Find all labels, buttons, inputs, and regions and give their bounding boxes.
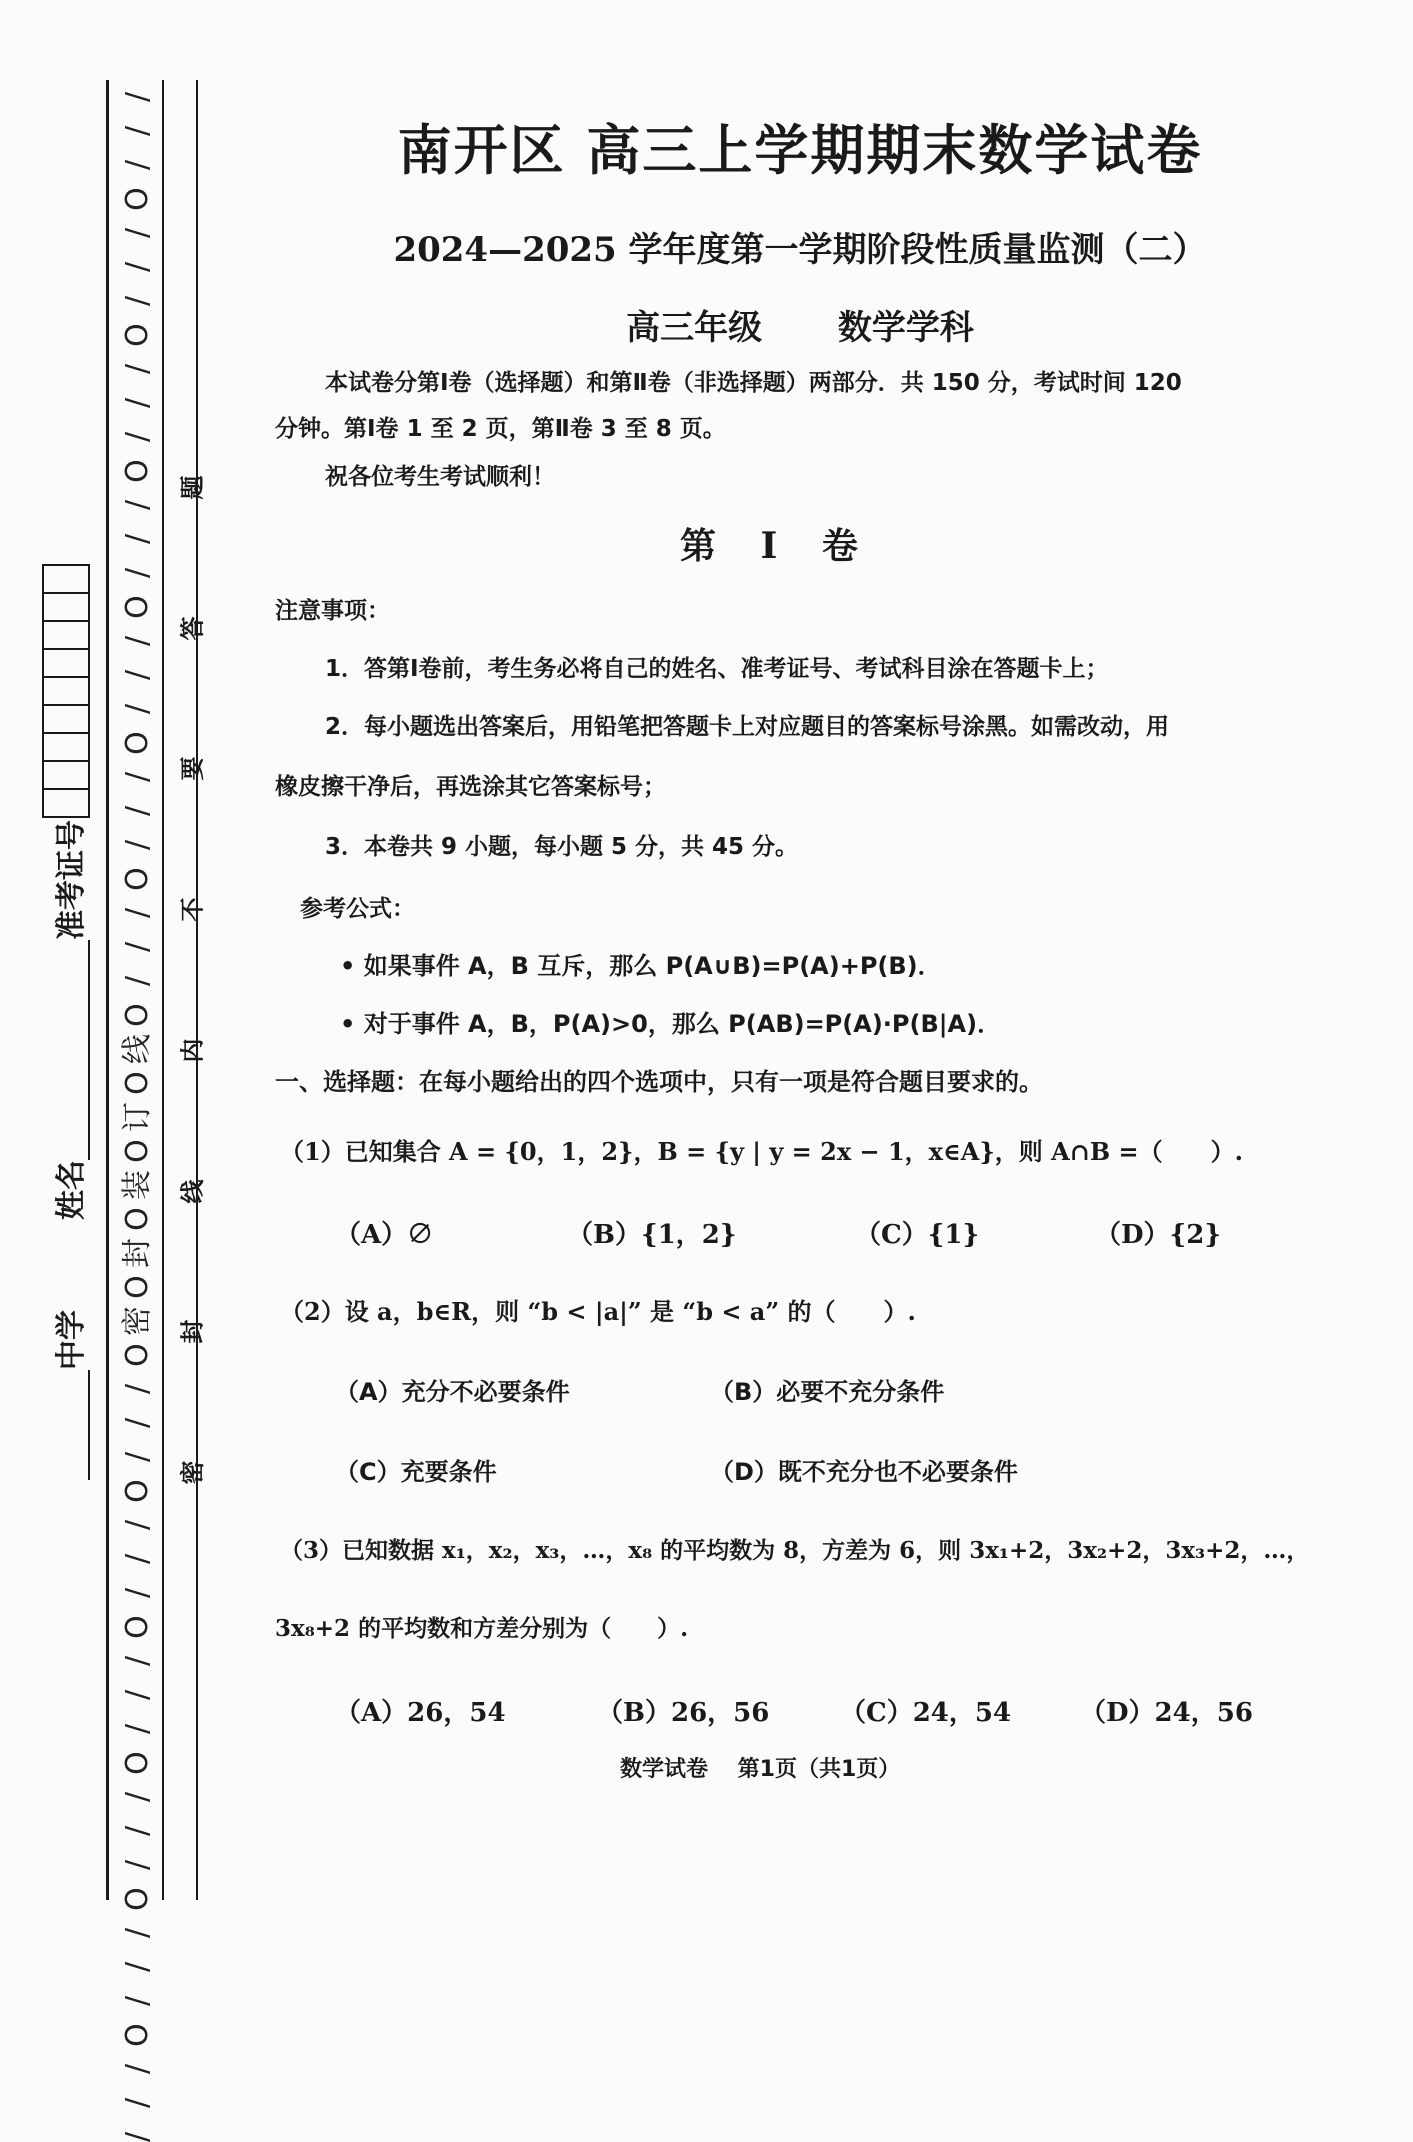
seal-mark: O <box>120 187 155 211</box>
question-1-stem: （1）已知集合 A = {0，1，2}，B = {y | y = 2x − 1，x∈A}，则 A∩B =（ ）. <box>280 1137 1243 1166</box>
q3-option-a[interactable]: （A）26，54 <box>335 1698 506 1728</box>
q3-option-d[interactable]: （D）24，56 <box>1080 1698 1253 1728</box>
seal-mark: O <box>120 731 155 755</box>
seal-mark: / <box>119 1383 155 1395</box>
seal-mark: / <box>119 975 155 987</box>
formula-2: • 对于事件 A，B，P(A)>0，那么 P(AB)=P(A)·P(B|A)． <box>340 1010 1002 1038</box>
page-footer: 数学试卷 第1页（共1页） <box>620 1757 901 1782</box>
seal-mark: O <box>120 1139 155 1163</box>
seal-mark: / <box>119 295 155 307</box>
section-choice-heading: 一、选择题：在每小题给出的四个选项中，只有一项是符合题目要求的。 <box>275 1068 1043 1096</box>
seal-mark: / <box>119 2097 155 2109</box>
seal-mark: / <box>119 635 155 647</box>
seal-mark: O <box>120 595 155 619</box>
warning-char: 不 <box>178 897 207 922</box>
seal-mark: O <box>120 1275 155 1299</box>
question-3-stem-line-1: （3）已知数据 x₁，x₂，x₃，…，x₈ 的平均数为 8，方差为 6，则 3x₁+2，3x₂+2，3x₃+2，…， <box>280 1537 1310 1564</box>
warning-char: 封 <box>178 1319 207 1344</box>
seal-mark: O <box>120 1751 155 1775</box>
exam-no-label: 准考证号 <box>54 820 89 940</box>
q2-option-c[interactable]: （C）充要条件 <box>335 1458 497 1486</box>
formula-heading: 参考公式： <box>300 896 415 922</box>
warning-char: 答 <box>178 616 207 641</box>
seal-mark: / <box>119 839 155 851</box>
seal-mark: / <box>119 2131 155 2142</box>
seal-mark: / <box>119 91 155 103</box>
seal-mark: 密 <box>120 1306 155 1336</box>
seal-mark: / <box>119 1825 155 1837</box>
seal-mark: / <box>119 1587 155 1599</box>
seal-mark: O <box>120 867 155 891</box>
note-2a: 2．每小题选出答案后，用铅笔把答题卡上对应题目的答案标号涂黑。如需改动，用 <box>325 714 1170 740</box>
q1-option-b[interactable]: （B）{1，2} <box>567 1220 737 1250</box>
seal-mark: / <box>119 1553 155 1565</box>
grade-subject: 高三年级 数学学科 <box>626 308 974 348</box>
seal-mark: O <box>120 1615 155 1639</box>
seal-mark: / <box>119 1519 155 1531</box>
seal-mark: O <box>120 323 155 347</box>
seal-mark: / <box>119 1961 155 1973</box>
seal-mark: / <box>119 2063 155 2075</box>
seal-mark: / <box>119 1927 155 1939</box>
note-2b: 橡皮擦干净后，再选涂其它答案标号； <box>275 774 666 800</box>
seal-mark: / <box>119 703 155 715</box>
answer-warning-column <box>170 470 210 1490</box>
seal-mark: O <box>120 1887 155 1911</box>
q2-option-b[interactable]: （B）必要不充分条件 <box>710 1378 945 1406</box>
q1-option-c[interactable]: （C）{1} <box>855 1220 980 1250</box>
question-2-stem: （2）设 a，b∈R，则 “b < |a|” 是 “b < a” 的（ ）. <box>280 1297 916 1326</box>
note-1: 1．答第Ⅰ卷前，考生务必将自己的姓名、准考证号、考试科目涂在答题卡上； <box>325 656 1109 682</box>
warning-char: 要 <box>178 756 207 781</box>
seal-mark: / <box>119 1689 155 1701</box>
q3-option-c[interactable]: （C）24，54 <box>840 1698 1012 1728</box>
seal-mark: / <box>119 261 155 273</box>
formula-1: • 如果事件 A，B 互斥，那么 P(A∪B)=P(A)+P(B)． <box>340 952 942 980</box>
q2-option-d[interactable]: （D）既不充分也不必要条件 <box>710 1458 1018 1486</box>
subtitle: 2024—2025 学年度第一学期阶段性质量监测（二） <box>393 230 1207 270</box>
intro-wish: 祝各位考生考试顺利！ <box>325 464 555 490</box>
name-label: 姓名 <box>54 1160 89 1220</box>
seal-mark: / <box>119 1791 155 1803</box>
seal-mark: / <box>119 533 155 545</box>
seal-mark: O <box>120 1343 155 1367</box>
seal-mark: / <box>119 125 155 137</box>
seal-mark: O <box>120 1479 155 1503</box>
seal-line-marks <box>118 80 158 2142</box>
seal-mark: 线 <box>120 1034 155 1064</box>
seal-mark: O <box>120 2023 155 2047</box>
warning-char: 密 <box>178 1460 207 1485</box>
q1-option-d[interactable]: （D）{2} <box>1095 1220 1222 1250</box>
seal-mark: 订 <box>120 1102 155 1132</box>
seal-mark: / <box>119 1417 155 1429</box>
seal-mark: / <box>119 499 155 511</box>
seal-mark: 封 <box>120 1238 155 1268</box>
note-3: 3．本卷共 9 小题，每小题 5 分，共 45 分。 <box>325 834 799 860</box>
seal-mark: / <box>119 431 155 443</box>
volume-title: 第 Ⅰ 卷 <box>680 525 874 567</box>
exam-no-boxes[interactable] <box>42 564 90 816</box>
intro-line-2: 分钟。第Ⅰ卷 1 至 2 页，第Ⅱ卷 3 至 8 页。 <box>275 416 726 442</box>
binding-line-middle <box>162 80 164 1900</box>
student-info-fields <box>42 564 90 1480</box>
seal-mark: / <box>119 669 155 681</box>
seal-mark: / <box>119 941 155 953</box>
question-3-stem-line-2: 3x₈+2 的平均数和方差分别为（ ）. <box>275 1615 689 1642</box>
seal-mark: / <box>119 1995 155 2007</box>
warning-char: 线 <box>178 1179 207 1204</box>
seal-mark: / <box>119 363 155 375</box>
binding-line-left <box>106 80 109 1900</box>
seal-mark: / <box>119 227 155 239</box>
seal-mark: / <box>119 805 155 817</box>
seal-mark: 装 <box>120 1170 155 1200</box>
q3-option-b[interactable]: （B）26，56 <box>597 1698 770 1728</box>
exam-no-blank[interactable] <box>58 940 90 1000</box>
seal-mark: / <box>119 1451 155 1463</box>
seal-mark: / <box>119 397 155 409</box>
seal-mark: O <box>120 1207 155 1231</box>
intro-line-1: 本试卷分第Ⅰ卷（选择题）和第Ⅱ卷（非选择题）两部分．共 150 分，考试时间 120 <box>325 370 1182 396</box>
q1-option-a[interactable]: （A）∅ <box>335 1220 434 1250</box>
seal-mark: / <box>119 907 155 919</box>
seal-mark: O <box>120 459 155 483</box>
seal-mark: O <box>120 1003 155 1027</box>
seal-mark: / <box>119 1859 155 1871</box>
seal-mark: / <box>119 159 155 171</box>
seal-mark: O <box>120 1071 155 1095</box>
q2-option-a[interactable]: （A）充分不必要条件 <box>335 1378 570 1406</box>
notes-heading: 注意事项： <box>275 598 390 624</box>
seal-mark: / <box>119 1655 155 1667</box>
seal-mark: / <box>119 1723 155 1735</box>
warning-char: 内 <box>178 1038 207 1063</box>
warning-char: 题 <box>178 475 207 500</box>
main-title: 南开区 高三上学期期末数学试卷 <box>397 118 1203 182</box>
school-blank[interactable] <box>58 1370 90 1480</box>
seal-mark: / <box>119 567 155 579</box>
name-blank[interactable] <box>58 1000 90 1160</box>
school-label: 中学 <box>54 1310 89 1370</box>
seal-mark: / <box>119 771 155 783</box>
